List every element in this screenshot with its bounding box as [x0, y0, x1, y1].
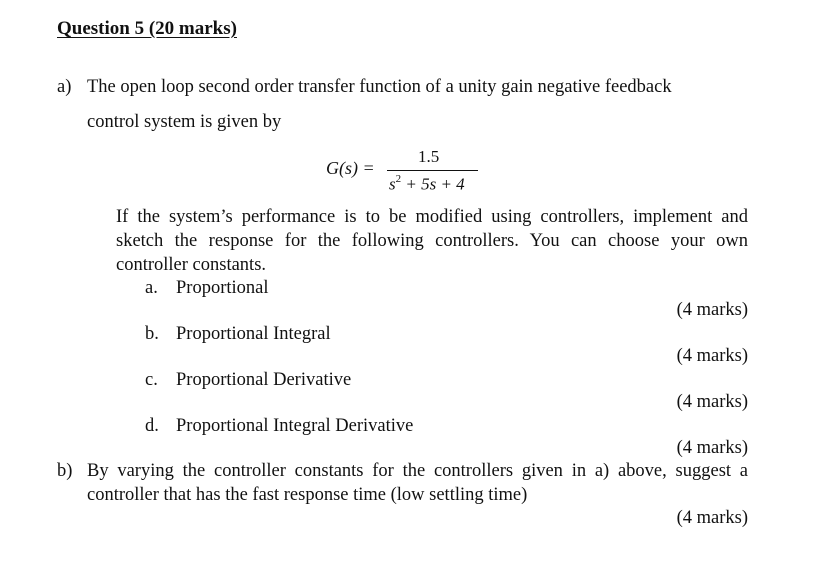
item-a-text: Proportional: [176, 278, 269, 298]
paragraph-line-3: controller constants.: [116, 255, 267, 275]
paragraph-line-2: sketch the response for the following controllers. You can choose your own: [116, 231, 748, 251]
item-b-marks: (4 marks): [676, 346, 748, 366]
part-a-line-1: The open loop second order transfer function of a unity gain negative feedback: [87, 77, 672, 97]
part-b-line-2: controller that has the fast response time (low settling time): [87, 485, 528, 505]
item-b-label: b.: [145, 324, 159, 344]
part-a-line-2: control system is given by: [87, 112, 282, 132]
item-d-text: Proportional Integral Derivative: [176, 416, 414, 436]
part-b-line-1: By varying the controller constants for the controllers given in a) above, suggest a: [87, 461, 748, 481]
item-c-marks: (4 marks): [676, 392, 748, 412]
denominator-exponent: 2: [395, 173, 402, 185]
paragraph-line-1: If the system’s performance is to be modified using controllers, implement and: [116, 207, 748, 227]
item-c-label: c.: [145, 370, 158, 390]
question-title: Question 5 (20 marks): [57, 18, 237, 39]
item-d-marks: (4 marks): [676, 438, 748, 458]
fraction-bar: [387, 170, 478, 171]
part-a-label: a): [57, 77, 72, 97]
equation-lhs: G(s) =: [326, 158, 375, 178]
part-b-marks: (4 marks): [676, 508, 748, 528]
denominator-rest: + 5s + 4: [401, 174, 465, 194]
equation-denominator: [389, 174, 465, 195]
transfer-function-equation: [326, 147, 486, 197]
item-c-text: Proportional Derivative: [176, 370, 352, 390]
equation-numerator: 1.5: [418, 147, 440, 166]
item-b-text: Proportional Integral: [176, 324, 331, 344]
item-d-label: d.: [145, 416, 159, 436]
item-a-label: a.: [145, 278, 158, 298]
part-b-label: b): [57, 461, 73, 481]
item-a-marks: (4 marks): [676, 300, 748, 320]
denominator-base: s: [389, 174, 396, 194]
